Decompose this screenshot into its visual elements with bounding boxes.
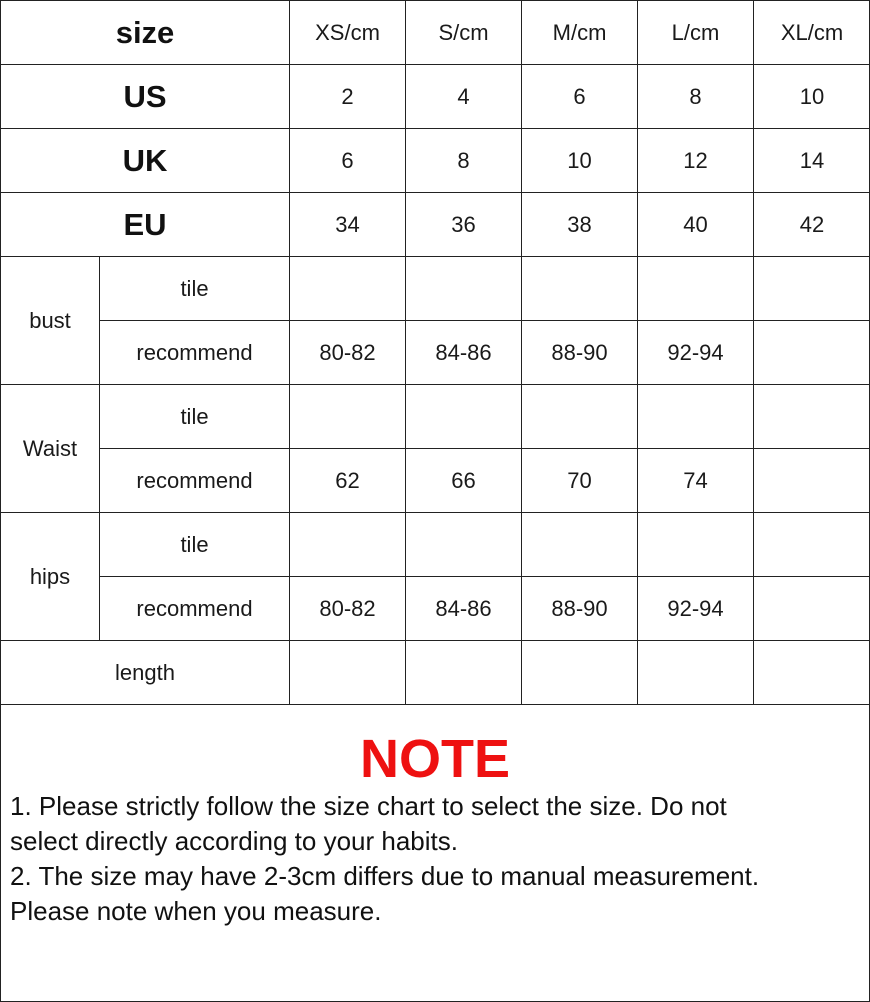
column-header-l: L/cm [638, 1, 754, 65]
table-cell: 14 [754, 129, 870, 193]
row-label-eu: EU [1, 193, 290, 257]
row-label-uk: UK [1, 129, 290, 193]
table-cell [522, 513, 638, 577]
column-header-xs: XS/cm [290, 1, 406, 65]
table-cell [638, 513, 754, 577]
table-cell: 10 [522, 129, 638, 193]
sub-label-tile: tile [100, 385, 290, 449]
table-cell [406, 257, 522, 321]
table-cell: 74 [638, 449, 754, 513]
group-label-bust: bust [1, 257, 100, 385]
table-cell [754, 577, 870, 641]
table-cell: 88-90 [522, 577, 638, 641]
size-header-label: size [1, 1, 290, 65]
column-header-s: S/cm [406, 1, 522, 65]
header-row [1, 1, 870, 65]
note-title: NOTE [359, 729, 510, 789]
table-cell: 36 [406, 193, 522, 257]
table-cell [638, 257, 754, 321]
sub-label-recommend: recommend [100, 321, 290, 385]
table-cell: 8 [638, 65, 754, 129]
note-line: select directly according to your habits. [10, 826, 458, 856]
table-cell: 6 [522, 65, 638, 129]
table-cell [406, 385, 522, 449]
table-cell [754, 449, 870, 513]
waist-recommend-row [1, 449, 870, 513]
table-cell [406, 513, 522, 577]
table-cell: 8 [406, 129, 522, 193]
table-cell [754, 385, 870, 449]
column-header-xl: XL/cm [754, 1, 870, 65]
waist-tile-row [1, 385, 870, 449]
note-body [10, 789, 860, 929]
length-row [1, 641, 870, 705]
bust-tile-row [1, 257, 870, 321]
table-cell: 80-82 [290, 577, 406, 641]
sub-label-recommend: recommend [100, 577, 290, 641]
note-section [0, 705, 870, 1002]
table-cell: 92-94 [638, 321, 754, 385]
table-cell [290, 641, 406, 705]
row-label-length: length [1, 641, 290, 705]
size-row-uk [1, 129, 870, 193]
table-cell: 34 [290, 193, 406, 257]
table-cell [290, 257, 406, 321]
table-cell: 84-86 [406, 577, 522, 641]
bust-recommend-row [1, 321, 870, 385]
hips-tile-row [1, 513, 870, 577]
table-cell: 80-82 [290, 321, 406, 385]
table-cell [522, 385, 638, 449]
table-cell: 40 [638, 193, 754, 257]
table-cell [638, 385, 754, 449]
table-cell: 92-94 [638, 577, 754, 641]
table-cell [754, 321, 870, 385]
table-cell: 4 [406, 65, 522, 129]
table-cell: 66 [406, 449, 522, 513]
hips-recommend-row [1, 577, 870, 641]
table-cell [290, 513, 406, 577]
table-cell: 62 [290, 449, 406, 513]
sub-label-tile: tile [100, 257, 290, 321]
row-label-us: US [1, 65, 290, 129]
table-cell [638, 641, 754, 705]
table-cell: 12 [638, 129, 754, 193]
table-cell: 88-90 [522, 321, 638, 385]
sub-label-tile: tile [100, 513, 290, 577]
table-cell: 70 [522, 449, 638, 513]
table-cell: 38 [522, 193, 638, 257]
table-cell [290, 385, 406, 449]
table-cell [406, 641, 522, 705]
table-cell: 10 [754, 65, 870, 129]
table-cell: 6 [290, 129, 406, 193]
table-cell [522, 257, 638, 321]
table-cell [522, 641, 638, 705]
table-cell [754, 257, 870, 321]
size-row-eu [1, 193, 870, 257]
table-cell [754, 641, 870, 705]
group-label-waist: Waist [1, 385, 100, 513]
column-header-m: M/cm [522, 1, 638, 65]
note-line: 2. The size may have 2-3cm differs due to manual measurement. [10, 861, 760, 891]
table-cell: 2 [290, 65, 406, 129]
size-row-us [1, 65, 870, 129]
table-cell: 42 [754, 193, 870, 257]
table-cell [754, 513, 870, 577]
group-label-hips: hips [1, 513, 100, 641]
note-line: 1. Please strictly follow the size chart to select the size. Do not [10, 791, 727, 821]
table-cell: 84-86 [406, 321, 522, 385]
sub-label-recommend: recommend [100, 449, 290, 513]
note-line: Please note when you measure. [10, 896, 382, 926]
